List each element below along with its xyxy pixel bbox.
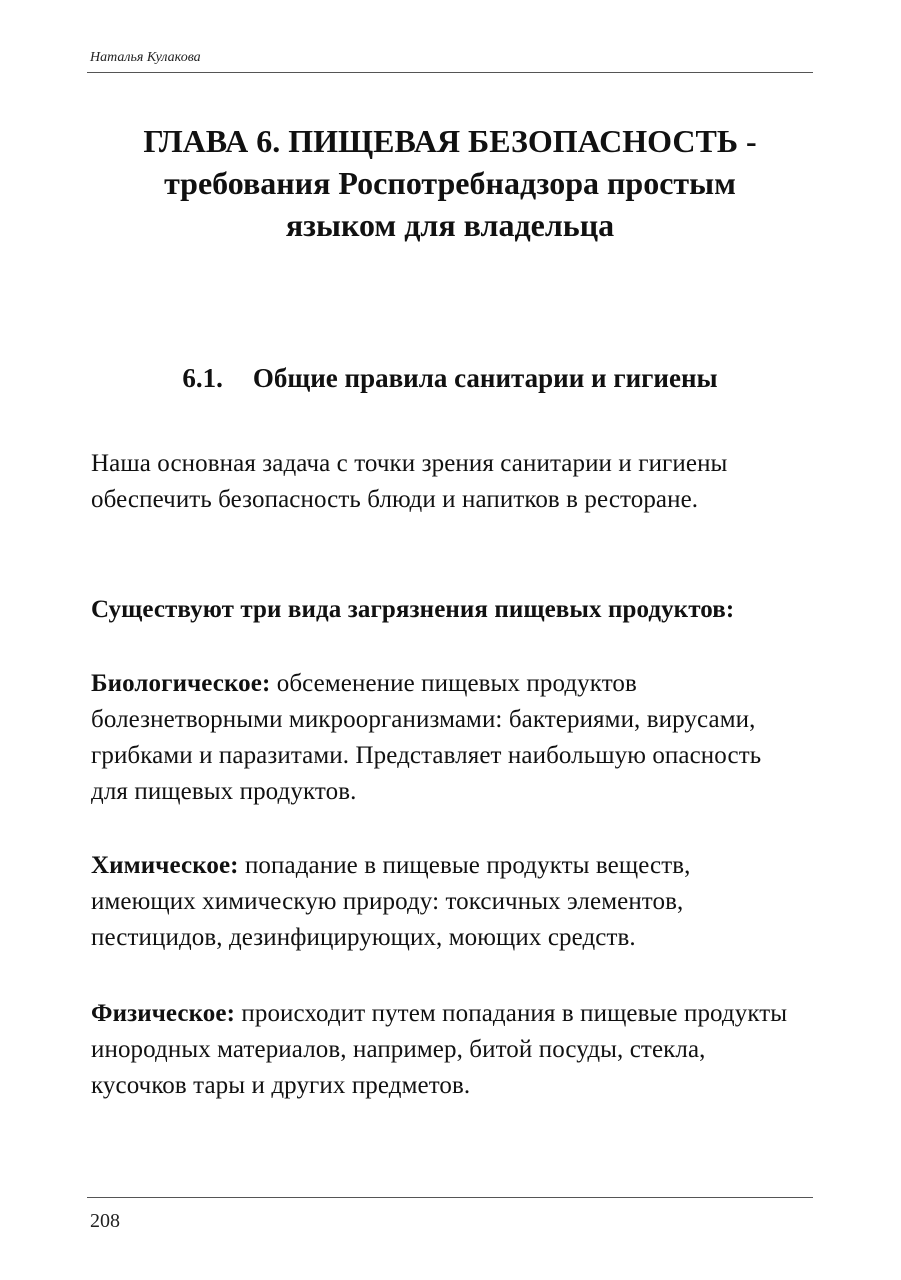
- physical-paragraph: [91, 996, 791, 1104]
- footer-divider: [87, 1197, 813, 1198]
- chemical-paragraph: [91, 848, 791, 956]
- chapter-title-line-1: ГЛАВА 6. ПИЩЕВАЯ БЕЗОПАСНОСТЬ -: [143, 123, 757, 159]
- biological-text: обсеменение пищевых продуктов болезнетворными микроорганизмами: бактериями, вирусами, грибками и паразитами. Представляет наибольшую опасность для пищевых продуктов.: [91, 670, 762, 805]
- biological-label: Биологическое:: [91, 670, 271, 697]
- running-header-author: Наталья Кулакова: [90, 50, 201, 65]
- page-number: 208: [90, 1210, 120, 1232]
- chapter-title-line-2: требования Роспотребнадзора простым: [164, 165, 736, 201]
- section-heading: [87, 360, 813, 396]
- header-divider: [87, 72, 813, 73]
- physical-label: Физическое:: [91, 1000, 236, 1027]
- contamination-types-heading: Существуют три вида загрязнения пищевых продуктов:: [91, 596, 735, 623]
- chapter-title-line-3: языком для владельца: [285, 207, 615, 243]
- chemical-label: Химическое:: [91, 852, 239, 879]
- intro-paragraph: Наша основная задача с точки зрения санитарии и гигиены обеспечить безопасность блюди и напитков в ресторане.: [91, 450, 728, 513]
- biological-paragraph: [91, 666, 791, 810]
- section-title: Общие правила санитарии и гигиены: [252, 363, 718, 393]
- chemical-text: попадание в пищевые продукты веществ, имеющих химическую природу: токсичных элементов, пестицидов, дезинфицирующих, моющих средств.: [91, 852, 691, 951]
- section-number: 6.1.: [182, 363, 223, 393]
- physical-text: происходит путем попадания в пищевые продукты инородных материалов, например, битой посуды, стекла, кусочков тары и других предметов.: [91, 1000, 788, 1099]
- chapter-title: [87, 120, 813, 246]
